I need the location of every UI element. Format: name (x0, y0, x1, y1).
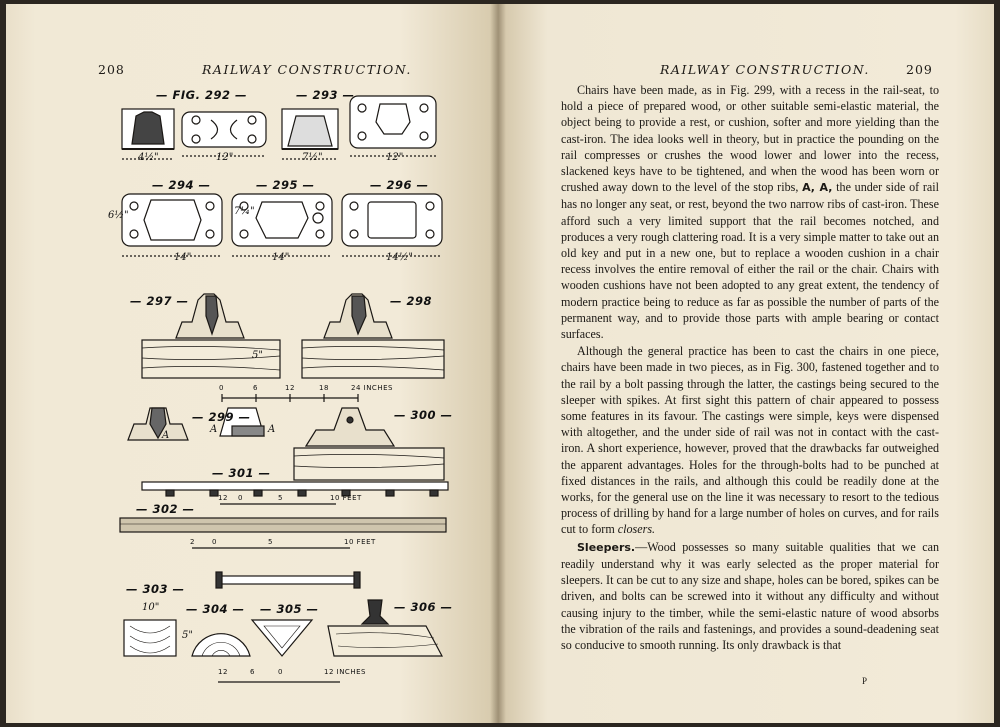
scale-tick-label: 10 FEET (344, 538, 376, 546)
dim-297-depth: 5" (252, 350, 263, 361)
fig-300-label: — 300 — (394, 408, 453, 422)
scale-tick-label: 12 (218, 668, 228, 676)
scale-tick-label: 5 (268, 538, 273, 546)
fig-296-label: — 296 — (370, 178, 429, 192)
fig-295-label: — 295 — (256, 178, 315, 192)
fig-297-label: — 297 — (130, 294, 189, 308)
dim-294-length: 14" (174, 252, 192, 263)
fig-293-chair-plan (350, 96, 436, 156)
scale-tick-label: 5 (278, 494, 283, 502)
scale-tick-label: 12 (285, 384, 295, 392)
fig-294-label: — 294 — (152, 178, 211, 192)
engineering-figures (6, 4, 498, 723)
scale-tick-label: 6 (253, 384, 258, 392)
dim-303-depth: 5" (182, 630, 193, 641)
dim-293-width: 7½" (302, 152, 323, 163)
left-page (6, 4, 498, 723)
left-running-title: RAILWAY CONSTRUCTION. (202, 62, 412, 77)
rail-fragment (216, 572, 360, 588)
fig-305-label: — 305 — (260, 602, 319, 616)
scale-tick-label: 18 (319, 384, 329, 392)
dim-293-length: 12" (386, 152, 404, 163)
scale-tick-label: 12 (218, 494, 228, 502)
right-page (498, 4, 994, 723)
fig-303-rectangular-sleeper (124, 620, 176, 656)
book-gutter (490, 4, 506, 723)
fig-302-label: — 302 — (136, 502, 195, 516)
fig-292-label: — FIG. 292 — (156, 88, 247, 102)
scale-tick-label: 0 (212, 538, 217, 546)
para2-text: Although the general practice has been to cast the chairs in one piece, chairs have been made in two pieces, as in Fig. 300, fastened together and to the rail by a bolt passing through the latter, the castings being secured to the sleeper with spikes. At first sight this pattern of chair appeared to possess some features in its favour. The castings were simple, keys were dispensed with altogether, and the under side of rail was not in contact with the cast-iron. A short experience, however, proved that the drawbacks far outweighed the apparent advantages. Holes for the through-bolts had to be punched at fixed distances in the rails, and although this could be readily done at the works, for the general use on the line it was necessary to resort to the tedious process of drilling by hand for a large number of holes on curves, and for rails cut to form (561, 344, 939, 537)
dim-296-length: 14½" (386, 252, 414, 263)
scale-tick-label: 0 (219, 384, 224, 392)
fig-292-chair-plan (182, 112, 266, 156)
fig-299-mark-a-right: A (268, 424, 276, 435)
scale-tick-label: 0 (238, 494, 243, 502)
paragraph-two-piece-chairs (561, 343, 939, 537)
fig-304-half-round-sleeper (192, 634, 250, 656)
para1-text-a: Chairs have been made, as in Fig. 299, with a recess in the rail-seat, to hold a piece of prepared wood, or other suitable semi-elastic material, the object being to provide a rest, or cushion, softer and more yielding than the cast-iron. The idea looks well in theory, but in practice the pounding on the rail compresses or crushes the wood lower and lower into the recess, slackened keys have to be tightened, and when the wood has been worn or crushed away down to the level of the stop ribs, (561, 83, 939, 195)
right-page-number: 209 (906, 62, 933, 77)
para1-text-b: the under side of rail has no longer any seat, or rest, beyond the two narrow ribs of cast-iron. These afford such a very limited support that the rail becomes notched, and produces a very rough clattering road. It is a very simple matter to take out an old key and put in a new one, but to replace a wooden cushion in a chair recess involves the entire removal of either the rail or the chair. Chairs with wooden cushions have not been adopted to any great extent, the tendency of modern practice being to reduce as far as possible the number of parts of the permanent way, and to provide those parts with ample bearing or contact surfaces. (561, 180, 940, 342)
scale-tick-label: 10 FEET (330, 494, 362, 502)
fig-299-label: — 299 — (192, 410, 251, 424)
scale-tick-label: 2 (190, 538, 195, 546)
scale-tick-label: 12 INCHES (324, 668, 366, 676)
dim-303-width: 10" (142, 602, 160, 613)
fig-302-longitudinal-sleeper (120, 518, 446, 548)
dim-295-height: 7¼" (234, 206, 255, 217)
dim-294-height: 6½" (108, 210, 129, 221)
scale-tick-label: 6 (250, 668, 255, 676)
para3-text: —Wood possesses so many suitable qualities that we can readily understand why it was early selected as the proper material for sleepers. It can be cut to any size and shape, holes can be bored, spikes can be driven, and bolts can be screwed into it without any difficulty and without causing injury to the timber, while the semi-elastic nature of wood absorbs the vibration of the rails and fastenings, and provides a sound-deadening seat so conducive to smooth running. Its only drawback is that (561, 539, 939, 652)
fig-299-mark-a: A (162, 430, 170, 441)
para1-marker: A, A, (802, 181, 833, 195)
fig-301-rail-elevation (142, 482, 448, 504)
para2-italic: closers. (617, 522, 656, 537)
book-spread (6, 4, 994, 723)
right-running-title: RAILWAY CONSTRUCTION. (660, 62, 870, 77)
signature-mark: P (862, 676, 868, 686)
fig-295-chair-plan (232, 194, 332, 256)
fig-299-mark-a-left: A (210, 424, 218, 435)
fig-304-label: — 304 — (186, 602, 245, 616)
scale-bar-inches-1 (222, 394, 358, 402)
fig-301-label: — 301 — (212, 466, 271, 480)
fig-294-chair-plan (122, 194, 222, 256)
dim-292-length: 12" (216, 152, 234, 163)
paragraph-sleepers (561, 539, 939, 653)
fig-305-triangular-sleeper (252, 620, 312, 656)
fig-293-label: — 293 — (296, 88, 355, 102)
sleepers-heading: Sleepers. (577, 540, 636, 554)
fig-306-label: — 306 — (394, 600, 453, 614)
dim-295-length: 14" (272, 252, 290, 263)
scale-tick-label: 24 INCHES (351, 384, 393, 392)
dim-292-width: 4½" (138, 152, 159, 163)
body-text (561, 82, 939, 654)
fig-303-label: — 303 — (126, 582, 185, 596)
fig-296-chair-plan (342, 194, 442, 256)
scale-tick-label: 0 (278, 668, 283, 676)
fig-298-label: — 298 (390, 294, 433, 308)
left-page-number: 208 (98, 62, 125, 77)
paragraph-chairs-cushion (561, 82, 939, 342)
